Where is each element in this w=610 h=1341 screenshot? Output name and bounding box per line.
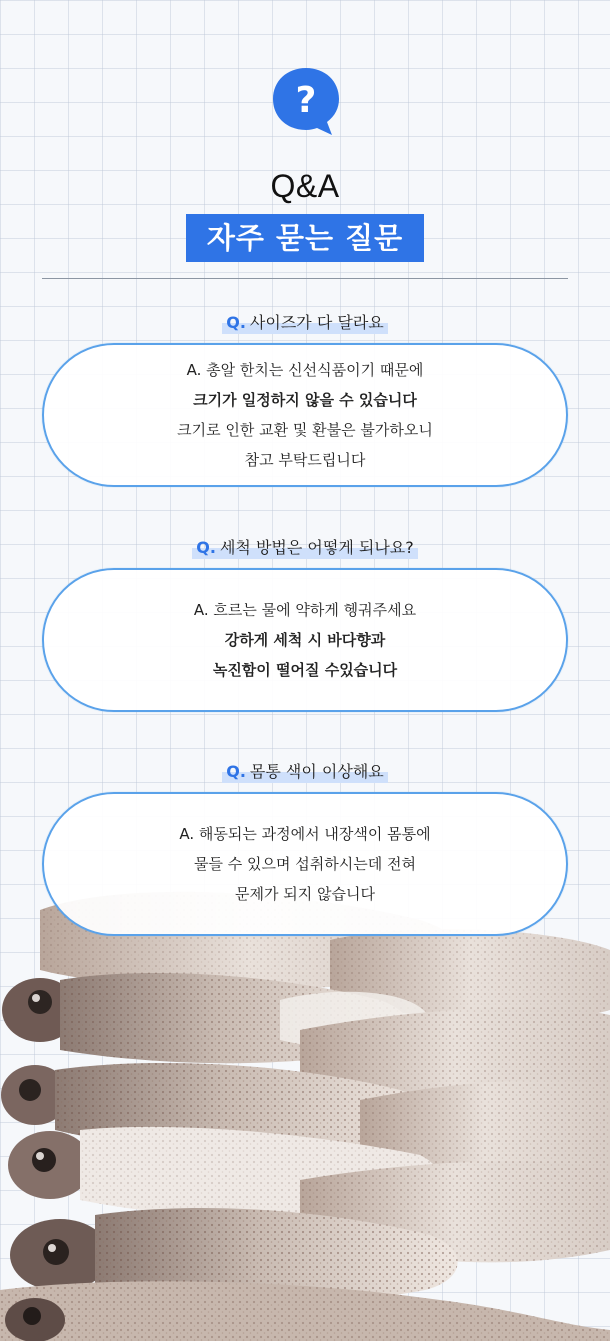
faq-question-1 <box>0 310 610 334</box>
answer-line: 문제가 되지 않습니다 <box>235 885 375 903</box>
answer-line: 크기가 일정하지 않을 수 있습니다 <box>193 391 417 409</box>
question-prefix: Q. <box>226 762 246 781</box>
answer-line: A. 총알 한치는 신선식품이기 때문에 <box>186 361 424 379</box>
answer-line: 참고 부탁드립니다 <box>244 451 366 469</box>
faq-section-title: 자주 묻는 질문 <box>186 214 424 262</box>
answer-line: 강하게 세척 시 바다향과 <box>224 631 386 649</box>
answer-line: A. 해동되는 과정에서 내장색이 몸통에 <box>179 825 431 843</box>
divider <box>42 278 568 279</box>
faq-question-3 <box>0 759 610 783</box>
squid-photo <box>0 880 610 1341</box>
answer-line: 크기로 인한 교환 및 환불은 불가하오니 <box>177 421 433 439</box>
faq-question-2 <box>0 535 610 559</box>
svg-text:?: ? <box>295 80 317 121</box>
answer-line: A. 흐르는 물에 약하게 헹궈주세요 <box>193 601 417 619</box>
faq-answer-card-3 <box>42 792 568 936</box>
page-title: Q&A <box>270 168 340 204</box>
question-text: 사이즈가 다 달라요 <box>249 313 384 332</box>
answer-line: 물들 수 있으며 섭취하시는데 전혀 <box>194 855 416 873</box>
faq-answer-card-2 <box>42 568 568 712</box>
question-text: 몸통 색이 이상해요 <box>249 762 384 781</box>
question-bubble-icon <box>270 66 342 136</box>
question-prefix: Q. <box>226 313 246 332</box>
question-text: 세척 방법은 어떻게 되나요? <box>219 538 414 557</box>
question-prefix: Q. <box>196 538 216 557</box>
faq-answer-card-1 <box>42 343 568 487</box>
answer-line: 녹진함이 떨어질 수있습니다 <box>212 661 398 679</box>
